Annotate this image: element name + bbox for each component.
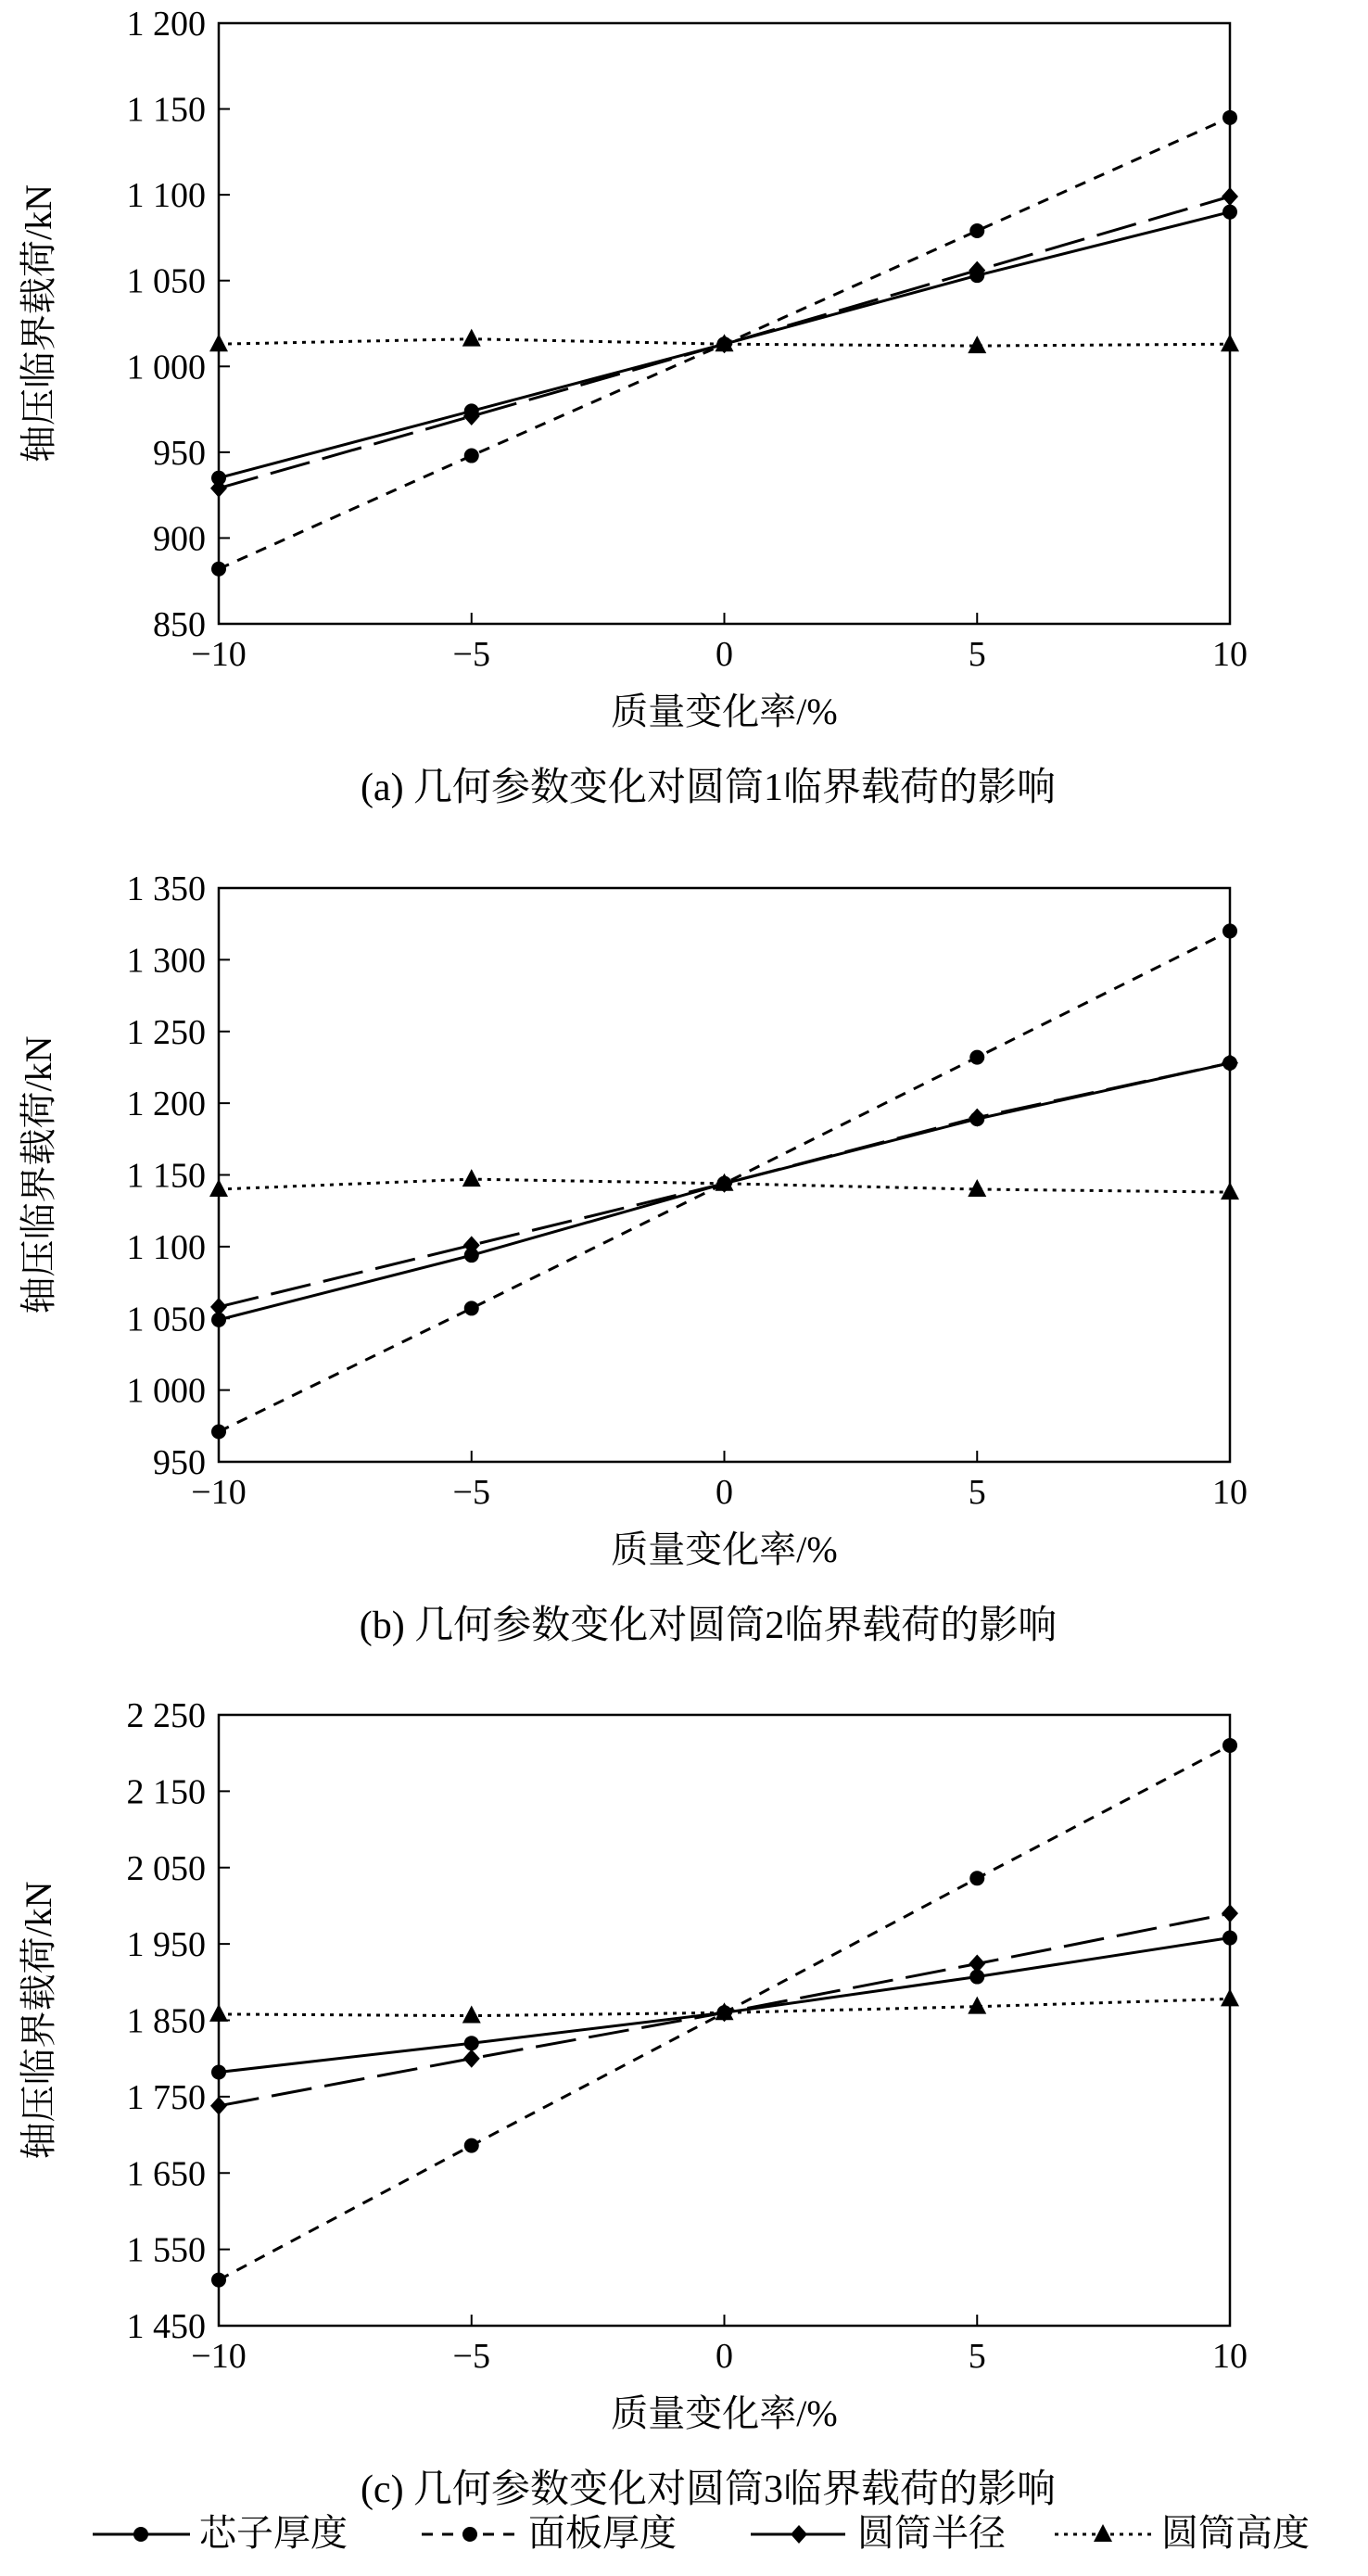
series-face-point — [1222, 923, 1237, 938]
series-height-point — [209, 2004, 228, 2022]
y-tick-label: 850 — [153, 605, 206, 644]
x-tick-label: −5 — [452, 1473, 490, 1512]
panel-b-y-axis-label: 轴压临界载荷/kN — [18, 1035, 59, 1314]
panel-a-plot-frame — [219, 23, 1230, 624]
series-height-point — [968, 1997, 986, 2014]
y-tick-label: 1 000 — [126, 1371, 206, 1411]
legend-label-height: 圆筒高度 — [1161, 2512, 1310, 2554]
legend-marker-face — [462, 2527, 477, 2542]
legend — [93, 2512, 1310, 2554]
x-tick-label: 0 — [716, 635, 733, 674]
y-tick-label: 1 350 — [126, 869, 206, 908]
y-tick-label: 1 050 — [126, 261, 206, 301]
legend-marker-radius — [791, 2525, 807, 2544]
x-tick-label: 5 — [968, 1473, 986, 1512]
series-height-point — [462, 2006, 481, 2024]
y-tick-label: 1 250 — [126, 1012, 206, 1052]
y-tick-label: 1 100 — [126, 176, 206, 216]
series-height-point — [1221, 334, 1239, 351]
panel-c-x-axis-label: 质量变化率/% — [611, 2392, 838, 2434]
legend-item-height — [1055, 2512, 1310, 2554]
series-core-point — [211, 2065, 226, 2080]
panel-b-caption: (b) 几何参数变化对圆筒2临界载荷的影响 — [359, 1605, 1058, 1647]
series-face-point — [211, 1425, 226, 1440]
series-face-point — [211, 562, 226, 577]
y-tick-label: 2 150 — [126, 1772, 206, 1812]
series-height-point — [462, 1169, 481, 1186]
legend-item-radius — [751, 2512, 1006, 2554]
y-tick-label: 950 — [153, 433, 206, 473]
x-tick-label: −5 — [452, 635, 490, 674]
series-face-point — [1222, 110, 1237, 125]
series-radius-point — [463, 2049, 480, 2068]
series-radius-point — [1222, 1054, 1238, 1072]
panel-a — [18, 5, 1248, 809]
y-tick-label: 1 200 — [126, 5, 206, 44]
panels — [18, 5, 1248, 2511]
x-tick-label: 10 — [1212, 635, 1248, 674]
x-tick-label: 10 — [1212, 1473, 1248, 1512]
panel-a-caption: (a) 几何参数变化对圆筒1临界载荷的影响 — [360, 767, 1057, 809]
y-tick-label: 1 950 — [126, 1925, 206, 1965]
series-radius-point — [210, 2097, 227, 2115]
legend-label-face: 面板厚度 — [528, 2512, 677, 2554]
series-face-point — [464, 2138, 479, 2153]
y-tick-label: 1 100 — [126, 1227, 206, 1267]
series-height — [209, 1988, 1239, 2023]
series-radius-point — [1222, 187, 1238, 206]
x-tick-label: 0 — [716, 1473, 733, 1512]
panel-b-x-axis-label: 质量变化率/% — [611, 1529, 838, 1570]
series-face-point — [464, 1301, 479, 1315]
x-tick-label: 5 — [968, 635, 986, 674]
x-tick-label: 10 — [1212, 2337, 1248, 2376]
y-tick-label: 1 050 — [126, 1300, 206, 1339]
panel-b — [18, 869, 1248, 1647]
series-height-point — [1221, 1182, 1239, 1199]
series-height — [209, 329, 1239, 353]
y-tick-label: 1 750 — [126, 2077, 206, 2117]
y-tick-label: 1 550 — [126, 2230, 206, 2270]
series-radius-point — [210, 1298, 227, 1316]
legend-marker-core — [133, 2527, 148, 2542]
y-tick-label: 900 — [153, 519, 206, 559]
series-radius-point — [1222, 1904, 1238, 1922]
panel-c-caption: (c) 几何参数变化对圆筒3临界载荷的影响 — [360, 2468, 1057, 2511]
series-height-point — [209, 1179, 228, 1197]
series-face-point — [1222, 1738, 1237, 1753]
y-tick-label: 1 150 — [126, 90, 206, 130]
x-tick-label: −10 — [191, 635, 247, 674]
series-face-point — [969, 223, 984, 238]
legend-marker-height — [1094, 2524, 1112, 2542]
y-tick-label: 950 — [153, 1443, 206, 1482]
y-tick-label: 1 850 — [126, 2001, 206, 2041]
series-core-point — [464, 2036, 479, 2050]
series-height — [209, 1169, 1239, 1199]
x-tick-label: 0 — [716, 2337, 733, 2376]
panel-c — [18, 1696, 1248, 2511]
series-face-point — [969, 1871, 984, 1885]
y-tick-label: 1 200 — [126, 1085, 206, 1124]
y-tick-label: 1 650 — [126, 2154, 206, 2194]
panel-a-y-axis-label: 轴压临界载荷/kN — [18, 184, 59, 463]
series-face-point — [464, 449, 479, 463]
series-face-point — [211, 2273, 226, 2288]
y-tick-label: 1 300 — [126, 941, 206, 981]
y-tick-label: 2 050 — [126, 1848, 206, 1888]
series-radius-point — [969, 1955, 985, 1973]
series-core-point — [1222, 1931, 1237, 1946]
y-tick-label: 1 000 — [126, 348, 206, 387]
legend-label-core: 芯子厚度 — [199, 2512, 348, 2554]
legend-item-core — [93, 2512, 348, 2554]
panel-c-y-axis-label: 轴压临界载荷/kN — [18, 1881, 59, 2160]
x-tick-label: −10 — [191, 1473, 247, 1512]
y-tick-label: 2 250 — [126, 1696, 206, 1735]
legend-item-face — [422, 2512, 677, 2554]
series-radius-point — [969, 1109, 985, 1127]
x-tick-label: 5 — [968, 2337, 986, 2376]
series-height-point — [209, 334, 228, 351]
x-tick-label: −10 — [191, 2337, 247, 2376]
series-core-point — [1222, 205, 1237, 220]
legend-label-radius: 圆筒半径 — [857, 2512, 1006, 2554]
panel-a-x-axis-label: 质量变化率/% — [611, 691, 838, 732]
x-tick-label: −5 — [452, 2337, 490, 2376]
series-height-point — [1221, 1988, 1239, 2006]
series-face-point — [969, 1050, 984, 1065]
y-tick-label: 1 450 — [126, 2307, 206, 2346]
y-tick-label: 1 150 — [126, 1156, 206, 1196]
series-height-point — [462, 329, 481, 347]
